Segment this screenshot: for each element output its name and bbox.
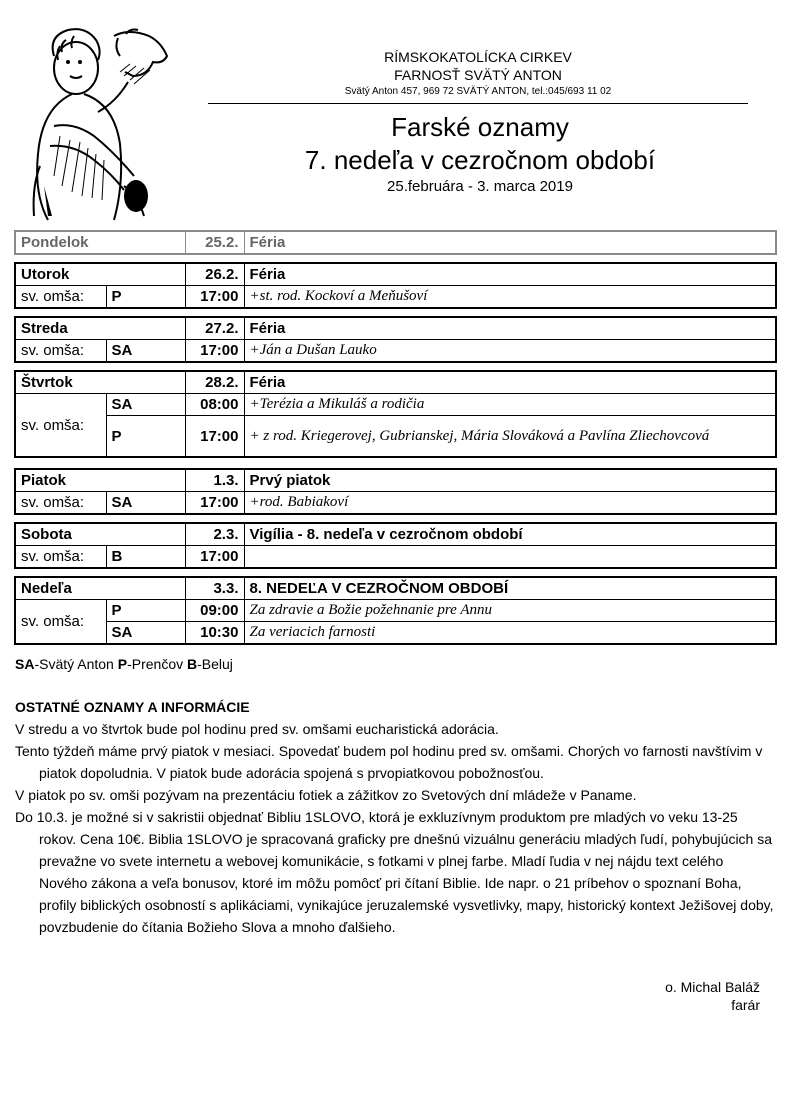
day-feast: Vigília - 8. nedeľa v cezročnom období [244,523,776,546]
announcement-paragraph: V piatok po sv. omši pozývam na prezentáciu fotiek a zážitkov zo Svetových dní mládeže v Paname. [15,787,637,803]
page-title: Farské oznamy [391,112,569,142]
mass-time: 17:00 [185,340,244,363]
saint-with-lamb-illustration [14,16,174,221]
church-name: RÍMSKOKATOLÍCKA CIRKEV [384,49,572,65]
mass-row [15,600,776,622]
day-header-row [15,231,776,254]
mass-time: 17:00 [185,286,244,309]
announcements [15,696,775,938]
day-header-row [15,317,776,340]
day-header-row [15,523,776,546]
header-divider [208,103,748,104]
day-name: Nedeľa [15,577,185,600]
day-date: 1.3. [185,469,244,492]
mass-time: 10:30 [185,622,244,645]
mass-place: SA [106,394,185,416]
signature-role: farár [731,997,760,1013]
mass-time: 08:00 [185,394,244,416]
mass-time: 17:00 [185,546,244,569]
mass-intention: +Ján a Dušan Lauko [244,340,776,363]
day-date: 28.2. [185,371,244,394]
day-block-friday [14,468,777,515]
legend-text: -Beluj [197,656,233,672]
day-date: 2.3. [185,523,244,546]
day-feast: Prvý piatok [244,469,776,492]
day-date: 25.2. [185,231,244,254]
legend-text: -Prenčov [127,656,187,672]
mass-place: P [106,286,185,309]
day-date: 3.3. [185,577,244,600]
mass-intention: +Terézia a Mikuláš a rodičia [244,394,776,416]
day-header-row [15,263,776,286]
day-header-row [15,577,776,600]
day-name: Streda [15,317,185,340]
day-block-thursday [14,370,777,458]
mass-time: 09:00 [185,600,244,622]
day-date: 26.2. [185,263,244,286]
day-block-wednesday [14,316,777,363]
parish-name: FARNOSŤ SVÄTÝ ANTON [394,67,562,83]
page-subtitle: 7. nedeľa v cezročnom období [304,145,656,175]
mass-row [15,416,776,458]
day-feast: 8. NEDEĽA V CEZROČNOM OBDOBÍ [244,577,776,600]
legend-text: -Svätý Anton [34,656,118,672]
mass-row [15,394,776,416]
mass-time: 17:00 [185,492,244,515]
week-dates: 25.februára - 3. marca 2019 [387,178,573,195]
mass-label: sv. omša: [15,546,106,569]
mass-intention [244,546,776,569]
day-name: Štvrtok [15,371,185,394]
legend-code: B [187,656,198,672]
mass-intention: Za zdravie a Božie požehnanie pre Annu [244,600,776,622]
day-header-row [15,469,776,492]
legend-code: SA [15,656,35,672]
mass-label: sv. omša: [15,340,106,363]
announcement-paragraph: Do 10.3. je možné si v sakristii objednať Bibliu 1SLOVO, ktorá je exkluzívnym produktom pre mladých vo veku 13-25 rokov. Cena 10€. Biblia 1SLOVO je spracovaná graficky pre dnešnú vizuálnu generáciu mladých ľudí, pohybujúcich sa prevažne vo svete internetu a webovej komunikácie, s fotkami v plnej farbe. Mladí ľudia v nej nájdu text celého Nového zákona a veľa bonusov, ktoré im môžu pomôcť pri čítaní Biblie. Ide napr. o 21 príbehov o spoznaní Boha, profily biblických osobností s aplikáciami, vynikajúce jeruzalemské vysvetlivky, mapy, historický kontext Ježišovej doby, povzbudenie do čítania Božieho Slova a mnoho ďalšieho. [15,809,774,935]
mass-label: sv. omša: [15,600,106,645]
day-feast: Féria [244,231,776,254]
mass-place: P [106,600,185,622]
mass-row [15,546,776,569]
day-feast: Féria [244,371,776,394]
day-name: Piatok [15,469,185,492]
mass-intention: +rod. Babiakoví [244,492,776,515]
day-feast: Féria [244,317,776,340]
mass-label: sv. omša: [15,286,106,309]
mass-intention: Za veriacich farnosti [244,622,776,645]
day-name: Sobota [15,523,185,546]
mass-place: B [106,546,185,569]
mass-intention: + z rod. Kriegerovej, Gubrianskej, Mária Slováková a Pavlína Zliechovcová [244,416,776,458]
mass-place: SA [106,492,185,515]
mass-place: P [106,416,185,458]
announcement-paragraph: Tento týždeň máme prvý piatok v mesiaci. Spovedať budem pol hodinu pred sv. omšami. Chorých vo farnosti navštívim v piatok dopoludnia. V piatok bude adorácia spojená s prvopiatkovou pobožnosťou. [15,743,763,781]
mass-place: SA [106,622,185,645]
mass-label: sv. omša: [15,492,106,515]
day-block-monday [14,230,777,255]
mass-time: 17:00 [185,416,244,458]
day-block-sunday [14,576,777,645]
announcement-paragraph: V stredu a vo štvrtok bude pol hodinu pred sv. omšami eucharistická adorácia. [15,721,499,737]
mass-row [15,492,776,515]
mass-row [15,286,776,309]
day-block-tuesday [14,262,777,309]
day-name: Pondelok [15,231,185,254]
day-header-row [15,371,776,394]
legend-code: P [117,656,128,672]
mass-label: sv. omša: [15,394,106,458]
signature-name: o. Michal Baláž [665,979,760,995]
mass-row [15,340,776,363]
mass-row [15,622,776,645]
day-block-saturday [14,522,777,569]
day-date: 27.2. [185,317,244,340]
mass-intention: +st. rod. Kockoví a Meňušoví [244,286,776,309]
place-legend [15,656,233,672]
day-feast: Féria [244,263,776,286]
announcements-heading: OSTATNÉ OZNAMY A INFORMÁCIE [15,699,250,715]
mass-place: SA [106,340,185,363]
day-name: Utorok [15,263,185,286]
parish-address: Svätý Anton 457, 969 72 SVÄTÝ ANTON, tel.:045/693 11 02 [344,86,612,97]
